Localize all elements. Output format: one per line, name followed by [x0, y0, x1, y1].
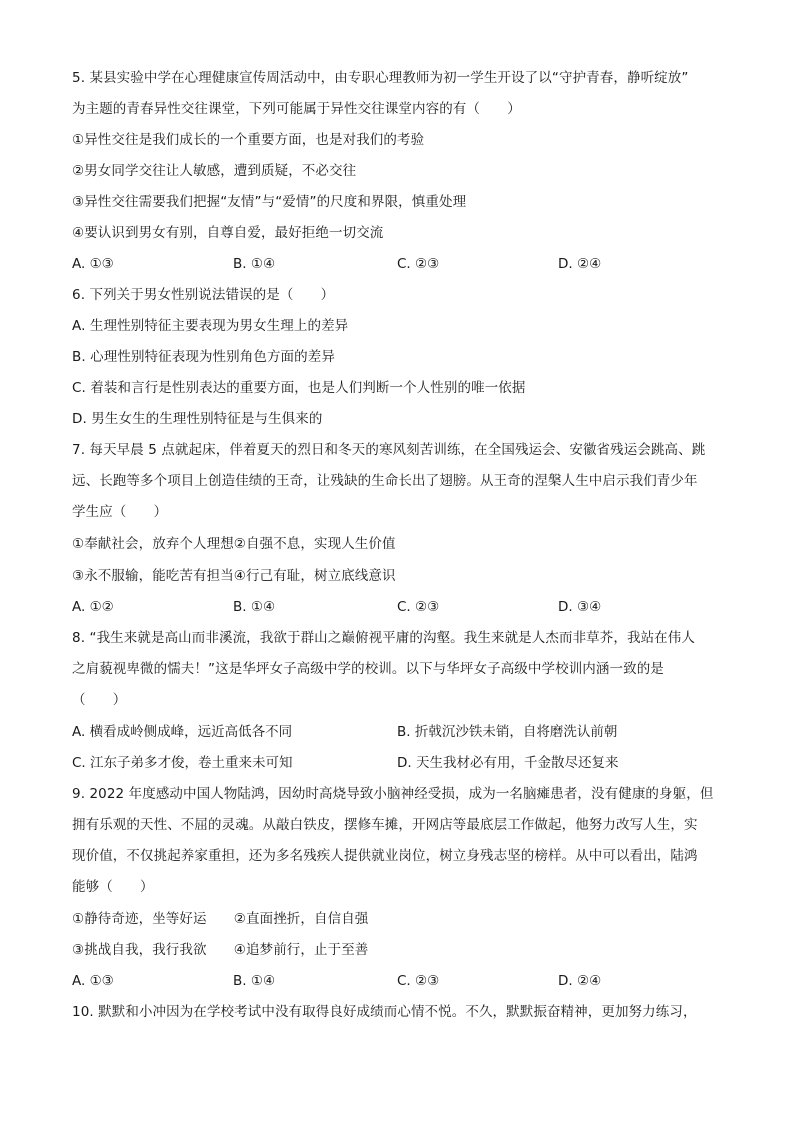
q7-option-b: B. ①④ — [233, 599, 276, 615]
q9-statements-1-2: ①静待奇迹，坐等好运 ②直面挫折，自信自强 — [72, 911, 369, 927]
q8-option-a: A. 横看成岭侧成峰，远近高低各不同 — [72, 724, 293, 740]
q6-option-c: C. 着装和言行是性别表达的重要方面，也是人们判断一个人性别的唯一依据 — [72, 380, 526, 396]
q9-stem-line4: 能够（ ） — [72, 879, 154, 895]
q9-statements-3-4: ③挑战自我，我行我欲 ④追梦前行，止于至善 — [72, 942, 369, 958]
q6-option-d: D. 男生女生的生理性别特征是与生俱来的 — [72, 411, 323, 427]
q6-option-b: B. 心理性别特征表现为性别角色方面的差异 — [72, 349, 335, 365]
q5-option-c: C. ②③ — [397, 256, 440, 272]
q8-option-c: C. 江东子弟多才俊，卷土重来未可知 — [72, 755, 293, 771]
q9-stem-line3: 现价值，不仅挑起养家重担，还为多名残疾人提供就业岗位，树立身残志坚的榜样。从中可以看出，陆鸿 — [72, 848, 698, 864]
q7-option-d: D. ③④ — [558, 599, 602, 615]
q5-option-d: D. ②④ — [558, 256, 602, 272]
q5-option-a: A. ①③ — [72, 256, 114, 272]
q8-stem-line1: 8. “我生来就是高山而非溪流，我欲于群山之巅俯视平庸的沟壑。我生来就是人杰而非草芥，我站在伟人 — [72, 630, 695, 646]
q5-statement-2: ②男女同学交往让人敏感，遭到质疑，不必交往 — [72, 163, 357, 179]
q5-statement-4: ④要认识到男女有别，自尊自爱，最好拒绝一切交流 — [72, 225, 384, 241]
q7-option-c: C. ②③ — [397, 599, 440, 615]
q9-stem-line2: 拥有乐观的天性、不屈的灵魂。从敲白铁皮，摆修车摊，开网店等最底层工作做起，他努力改写人生，实 — [72, 817, 698, 833]
q8-option-d: D. 天生我材必有用，千金散尽还复来 — [397, 755, 619, 771]
q5-statement-3: ③异性交往需要我们把握“友情”与“爱情”的尺度和界限，慎重处理 — [72, 194, 467, 210]
q10-stem-line1: 10. 默默和小冲因为在学校考试中没有取得良好成绩而心情不悦。不久，默默振奋精神，更加努力练习， — [72, 1004, 697, 1020]
q5-option-b: B. ①④ — [233, 256, 276, 272]
q5-stem-line1: 5. 某县实验中学在心理健康宣传周活动中，由专职心理教师为初一学生开设了以“守护青春，静听绽放” — [72, 70, 689, 86]
q7-statements-3-4: ③永不服输，能吃苦有担当④行己有耻，树立底线意识 — [72, 568, 396, 584]
q6-option-a: A. 生理性别特征主要表现为男女生理上的差异 — [72, 318, 349, 334]
q9-stem-line1: 9. 2022 年度感动中国人物陆鸿，因幼时高烧导致小脑神经受损，成为一名脑瘫患者，没有健康的身躯，但 — [72, 786, 714, 802]
q9-option-c: C. ②③ — [397, 973, 440, 989]
q7-option-a: A. ①② — [72, 599, 114, 615]
q7-statements-1-2: ①奉献社会，放弃个人理想②自强不息，实现人生价值 — [72, 536, 396, 552]
q5-statement-1: ①异性交往是我们成长的一个重要方面，也是对我们的考验 — [72, 132, 425, 148]
q6-stem: 6. 下列关于男女性别说法错误的是（ ） — [72, 287, 335, 303]
q9-option-b: B. ①④ — [233, 973, 276, 989]
q9-option-a: A. ①③ — [72, 973, 114, 989]
q7-stem-line1: 7. 每天早晨 5 点就起床，伴着夏天的烈日和冬天的寒风刻苦训练，在全国残运会、安徽省残运会跳高、跳 — [72, 442, 706, 458]
q8-stem-line3: （ ） — [72, 692, 127, 708]
q9-option-d: D. ②④ — [558, 973, 602, 989]
q8-option-b: B. 折戟沉沙铁未销，自将磨洗认前朝 — [397, 724, 618, 740]
q7-stem-line2: 远、长跑等多个项目上创造佳绩的王奇，让残缺的生命长出了翅膀。从王奇的涅槃人生中启示我们青少年 — [72, 473, 698, 489]
q8-stem-line2: 之肩藐视卑微的懦夫！”这是华坪女子高级中学的校训。以下与华坪女子高级中学校训内涵一致的是 — [72, 661, 664, 677]
q5-stem-line2: 为主题的青春异性交往课堂，下列可能属于异性交往课堂内容的有（ ） — [72, 101, 521, 117]
q7-stem-line3: 学生应（ ） — [72, 504, 168, 520]
